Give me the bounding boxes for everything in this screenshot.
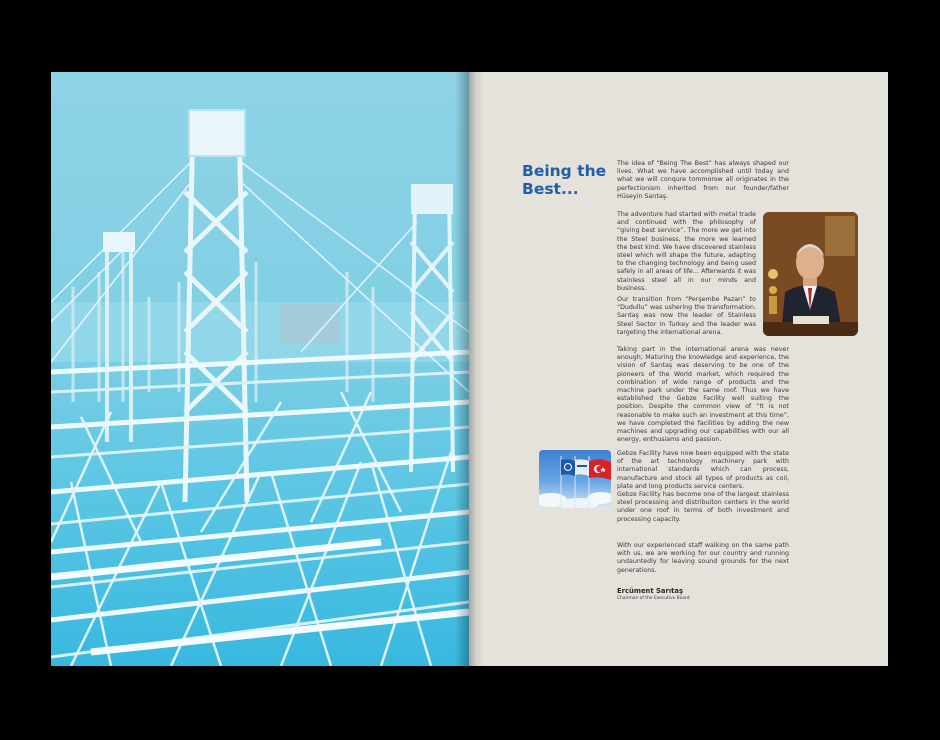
flags-photo — [539, 450, 611, 508]
steel-truss-illustration — [51, 72, 469, 666]
portrait-illustration — [763, 212, 858, 336]
flags-illustration — [539, 450, 611, 508]
article-heading — [522, 162, 612, 198]
signature-name: Ercüment Sarıtaş — [617, 587, 684, 595]
paragraph-2: The adventure had started with metal trade and continued with the philosophy of “giving best service”. The more we get into the Steel business, the more we learned the best kind. We have discovered stainless steel which will shape the future, adapting to the changing technology and being used safely in all areas of life... Afterwards it was stainless steel all in our minds and business. — [617, 211, 756, 292]
paragraph-3: Our transition from “Perşembe Pazarı” to “Dudullu” was ushering the transformation. Sarıtaş was now the leader of Stainless Steel Sector in Turkey and the leader was targeting the international arena. — [617, 296, 756, 336]
heading-line-2: Best... — [522, 180, 579, 198]
paragraph-5: Gebze Facility have now been equipped with the state of the art technology machinery park with international standards which can process, manufacture and stock all types of products as coil, plate and long products service centers. Gebze Facility has become one of the largest stainless steel processing and distribuiton centers in the world under one roof in terms of both investment and processing capacity. — [617, 450, 789, 523]
steel-structure-photo — [51, 72, 469, 666]
text-page — [469, 72, 888, 666]
paragraph-1: The idea of “Being The Best” has always shaped our lives. What we have accomplished until today and what we will conqure tommorow all originates in the perfectionism inherited from our founder/father Hüseyin Sarıtaş. — [617, 160, 789, 200]
chairman-portrait — [763, 212, 858, 336]
heading-line-1: Being the — [522, 162, 607, 180]
brochure-spread — [51, 72, 888, 666]
paragraph-4: Taking part in the international arena was never enough; Maturing the knowledge and experience, the vision of Sarıtaş was deserving to be one of the pioneers of the World market, which required the combination of wide range of products and the machine park under the same roof. Thus we have established the Gebze Facility well suiting the position. Despite the common view of “It is not reasonable to make such an investment at this time”, we have completed the facilities by adding the new machines and upgrading our capabilities with our all energy, enthusiams and passion. — [617, 346, 789, 444]
paragraph-6: With our experienced staff walking on the same path with us, we are working for our country and running undauntedly for leaving sound grounds for the next generations. — [617, 542, 789, 574]
signature-title: Chairman of the Executive Board — [617, 596, 690, 601]
